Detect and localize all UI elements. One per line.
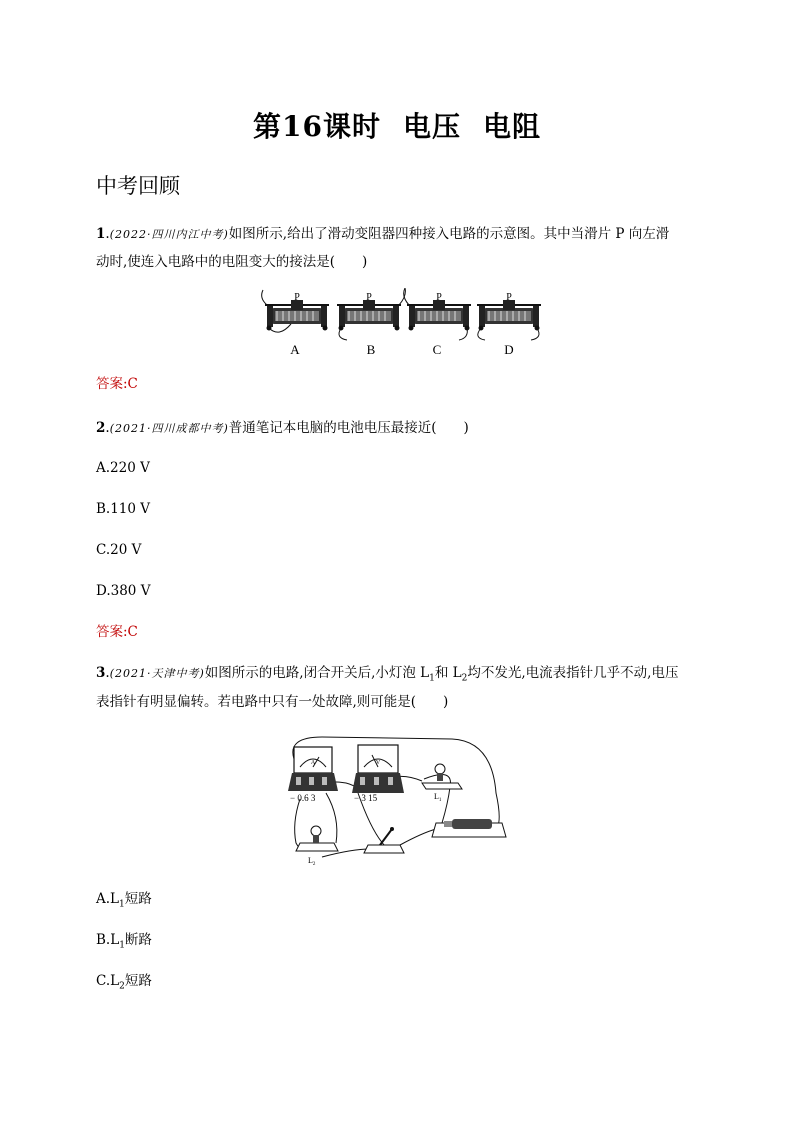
ammeter-scale: − 0.6 3 [290,793,316,803]
title-lesson: 第16课时 [253,110,381,143]
q3-source: (2021·天津中考) [109,667,205,680]
q2-option-c: C.20 V [96,542,142,558]
figure-label-c: C [432,342,442,357]
ammeter [288,747,338,791]
slider-label-b: P [366,292,372,303]
q2-answer: 答案:C [96,624,138,640]
q2-source: (2021·四川成都中考) [109,422,229,435]
title-topic-resistance: 电阻 [482,110,541,143]
bulb-l1 [422,764,462,789]
rheostat-figure [255,288,545,360]
figure-label-a: A [290,342,300,357]
q2-number: 2 [96,420,106,436]
q1-line2: 动时,使连入电路中的电阻变大的接法是( ) [96,254,368,270]
q2-option-a: A.220 V [96,460,150,476]
q3-option-a: $A.L_1$短路 [96,891,152,910]
q2-option-d: D.380 V [96,583,151,599]
bulb-l1-label: $L_1$ [434,792,442,803]
bulb-l2-label: $L_2$ [308,856,316,867]
q1-line1: 1.(2022·四川内江中考)如图所示,给出了滑动变阻器四种接入电路的示意图。其中当滑片 P 向左滑 [96,226,670,242]
q2-stem: 2.(2021·四川成都中考)普通笔记本电脑的电池电压最接近( ) [96,420,469,436]
slider-label-c: P [436,292,442,303]
slider-label-d: P [506,292,512,303]
q3-number: 3 [96,665,106,681]
q1-number: 1 [96,226,106,242]
q1-source: (2022·四川内江中考) [109,228,229,241]
bulb-l2 [296,826,338,851]
title-topic-voltage: 电压 [402,110,461,143]
voltmeter-letter: V [375,760,381,766]
ammeter-letter: A [310,760,316,766]
figure-label-b: B [366,342,376,357]
q3-line2: 表指针有明显偏转。若电路中只有一处故障,则可能是( ) [96,694,449,710]
q2-option-b: B.110 V [96,501,151,517]
q3-line1: 3.(2021·天津中考)如图所示的电路,闭合开关后,小灯泡 $L_1$和 $L_2$均不发光,电流表指针几乎不动,电压 [96,665,679,684]
section-heading: 中考回顾 [96,174,180,198]
q3-option-b: $B.L_1$断路 [96,932,152,951]
voltmeter [352,745,404,793]
q1-answer: 答案:C [96,376,138,392]
q3-option-c: $C.L_2$短路 [96,973,152,992]
voltmeter-scale: − 3 15 [354,793,378,803]
slider-label-a: P [294,292,300,303]
page-title [0,105,794,145]
circuit-figure [282,733,516,873]
figure-label-d: D [504,342,514,357]
battery-holder [432,819,506,837]
switch [364,827,404,853]
